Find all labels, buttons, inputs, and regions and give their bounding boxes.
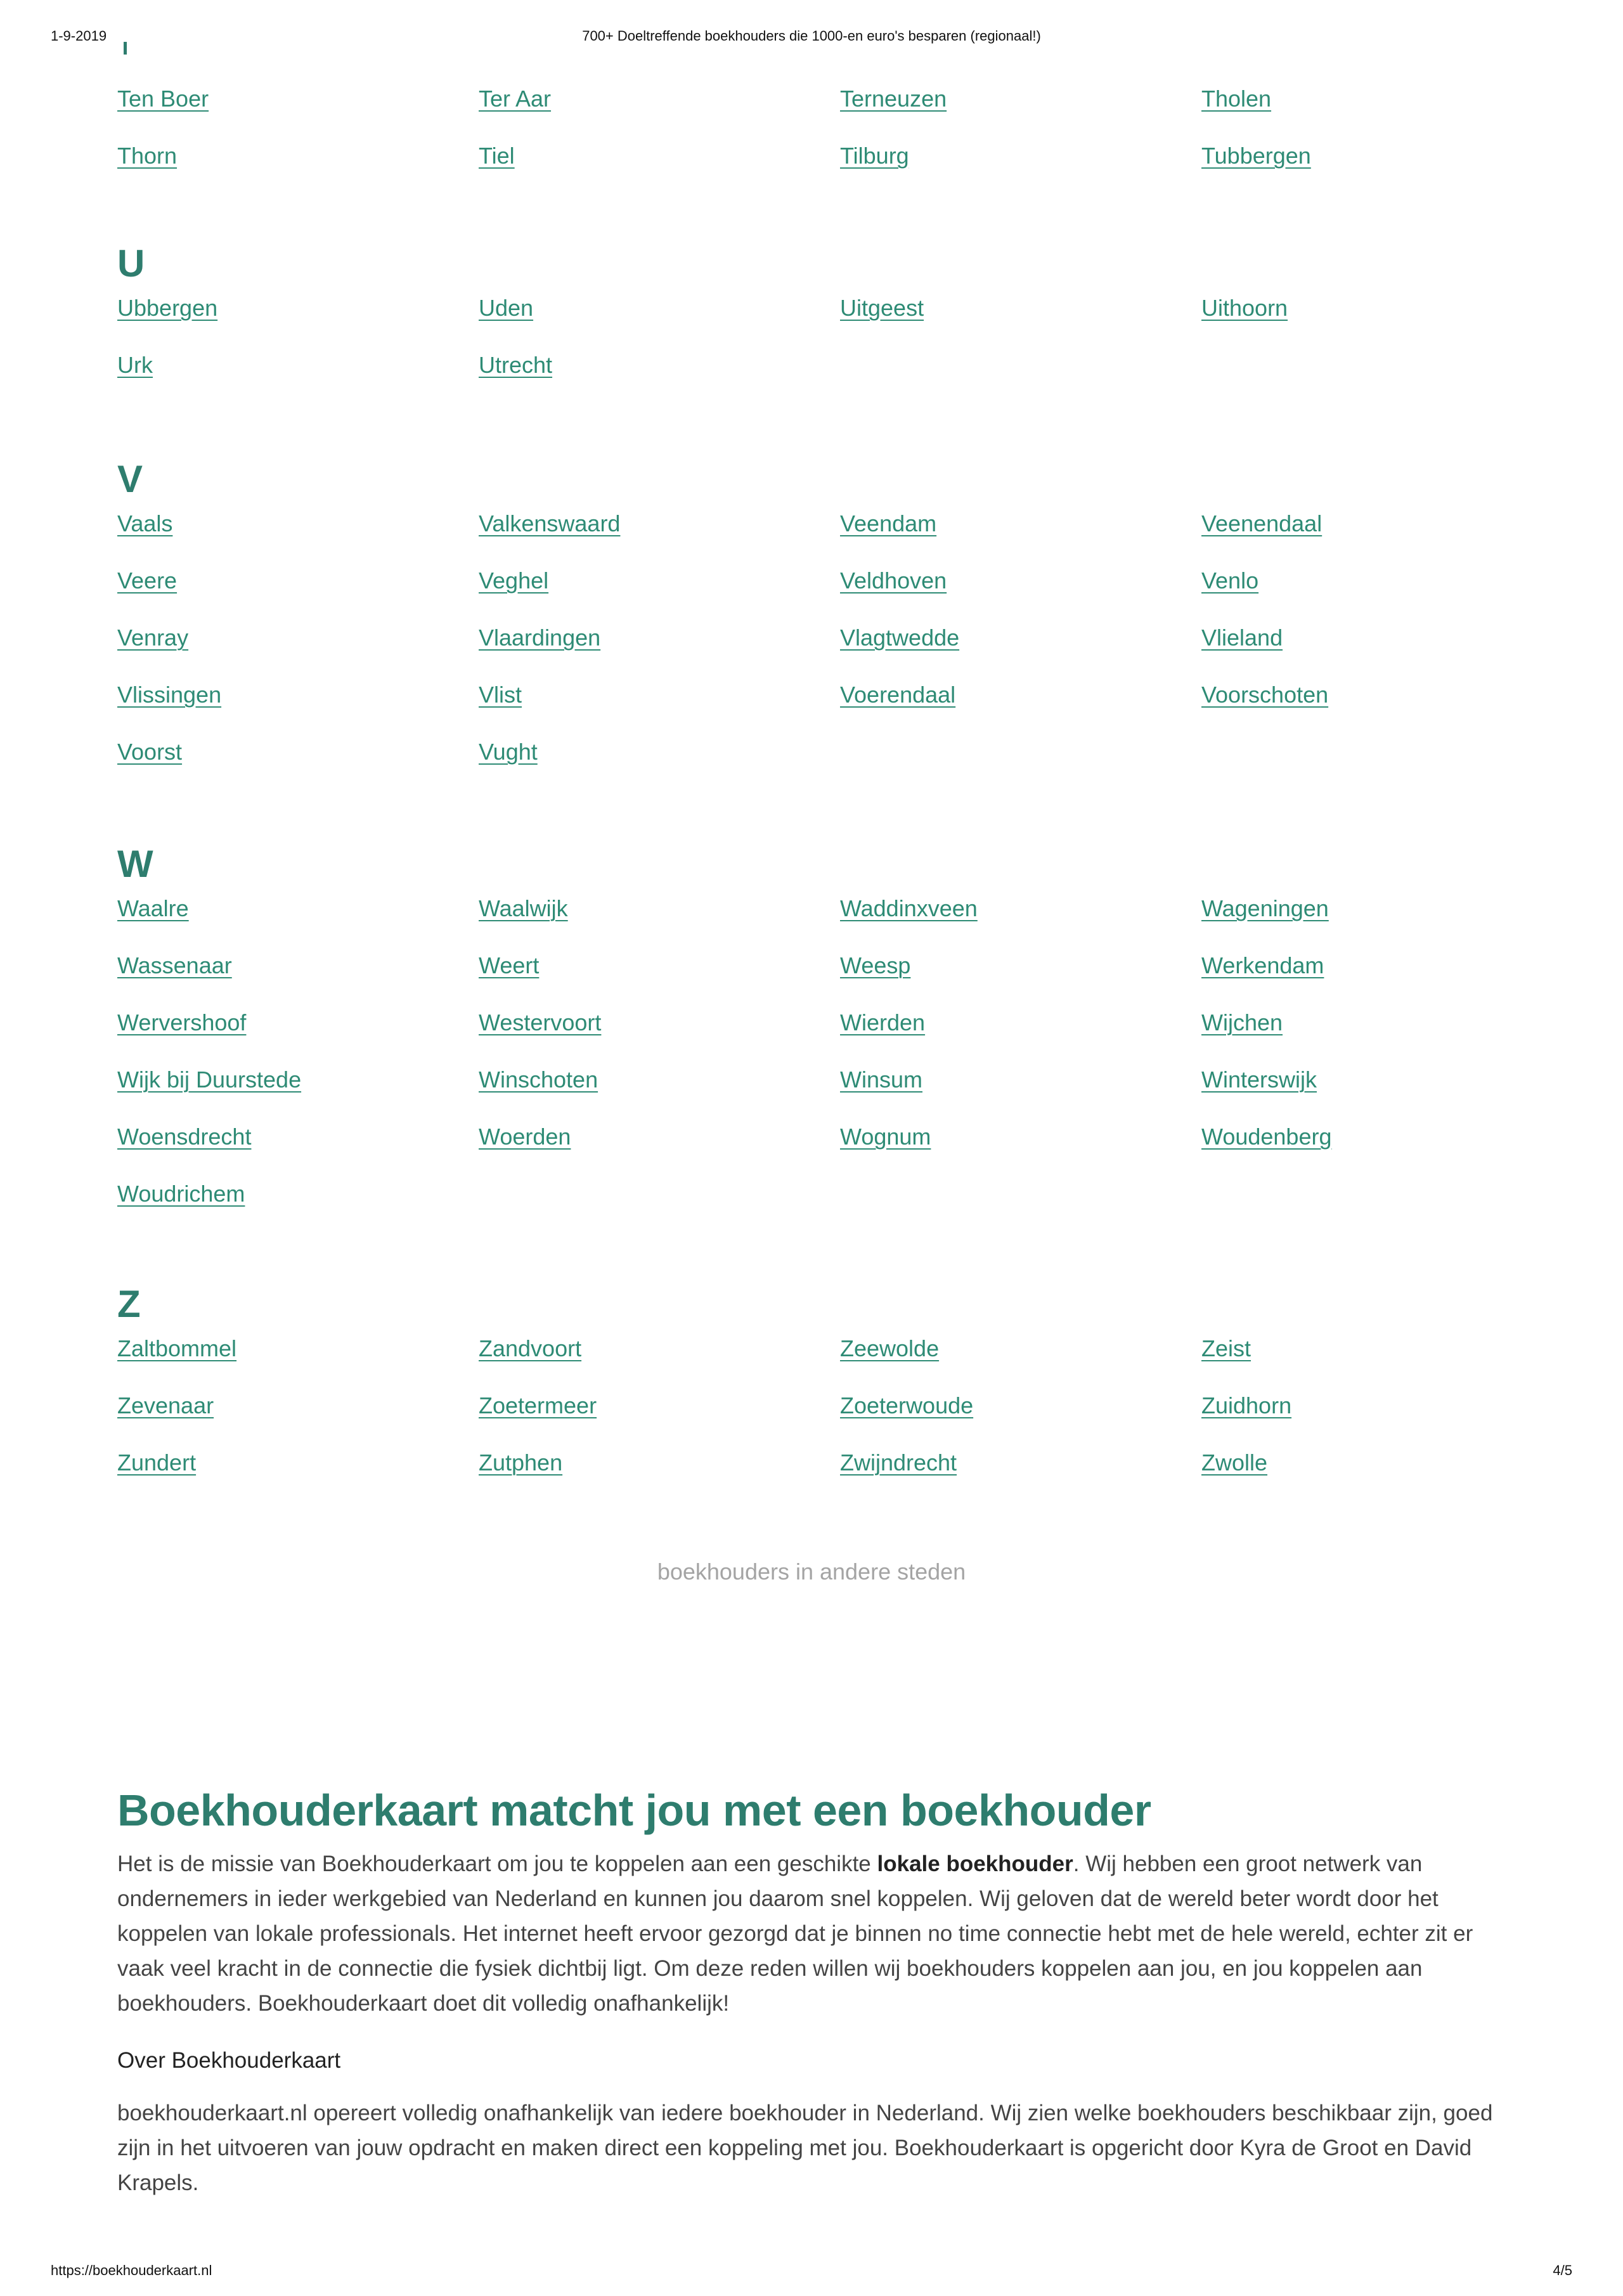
- city-link[interactable]: Zutphen: [479, 1450, 563, 1476]
- city-link[interactable]: Zoeterwoude: [840, 1392, 974, 1418]
- city-link[interactable]: Tiel: [479, 143, 515, 169]
- about-intro-text: Het is de missie van Boekhouderkaart om jou te koppelen aan een geschikte: [117, 1852, 877, 1876]
- city-link[interactable]: Wierden: [840, 1009, 926, 1035]
- city-link[interactable]: Veendam: [840, 510, 937, 536]
- city-link[interactable]: Venlo: [1201, 568, 1259, 593]
- about-heading: Boekhouderkaart matcht jou met een boekhouder: [117, 1786, 1151, 1835]
- city-link[interactable]: Tubbergen: [1201, 143, 1311, 169]
- letter-section-v: [117, 454, 1512, 790]
- city-link[interactable]: Thorn: [117, 143, 178, 169]
- letter-heading-t-cut: [124, 42, 127, 55]
- city-link[interactable]: Wervershoof: [117, 1009, 247, 1035]
- letter-section-w: [117, 839, 1512, 1232]
- city-link[interactable]: Utrecht: [479, 352, 553, 378]
- city-link[interactable]: Zeewolde: [840, 1335, 940, 1361]
- city-link[interactable]: Zandvoort: [479, 1335, 582, 1361]
- city-link[interactable]: Veenendaal: [1201, 510, 1322, 536]
- city-link[interactable]: Zundert: [117, 1450, 197, 1476]
- letter-section-z: [117, 1279, 1512, 1501]
- city-link[interactable]: Valkenswaard: [479, 510, 621, 536]
- city-link[interactable]: Zaltbommel: [117, 1335, 237, 1361]
- city-link[interactable]: Werkendam: [1201, 952, 1324, 978]
- city-link[interactable]: Vlieland: [1201, 625, 1283, 651]
- print-date: 1-9-2019: [51, 28, 107, 44]
- city-link[interactable]: Winsum: [840, 1067, 923, 1093]
- city-grid: [117, 505, 1512, 790]
- city-link[interactable]: Zevenaar: [117, 1392, 214, 1418]
- city-link[interactable]: Vught: [479, 739, 538, 765]
- city-link[interactable]: Uden: [479, 295, 534, 321]
- city-grid: [117, 1330, 1512, 1501]
- city-link[interactable]: Voorst: [117, 739, 183, 765]
- city-link[interactable]: Terneuzen: [840, 86, 947, 112]
- city-link[interactable]: Wassenaar: [117, 952, 232, 978]
- city-link[interactable]: Vlist: [479, 682, 522, 708]
- city-link[interactable]: Zuidhorn: [1201, 1392, 1292, 1418]
- city-link[interactable]: Venray: [117, 625, 189, 651]
- city-link[interactable]: Vlaardingen: [479, 625, 601, 651]
- city-link[interactable]: Ubbergen: [117, 295, 218, 321]
- city-link[interactable]: Tholen: [1201, 86, 1272, 112]
- letter-heading: W: [117, 843, 153, 885]
- city-link[interactable]: Zwijndrecht: [840, 1450, 957, 1476]
- city-link[interactable]: Veere: [117, 568, 178, 593]
- city-link[interactable]: Woerden: [479, 1124, 571, 1150]
- city-link[interactable]: Winterswijk: [1201, 1067, 1317, 1093]
- city-link[interactable]: Uithoorn: [1201, 295, 1288, 321]
- city-link[interactable]: Winschoten: [479, 1067, 598, 1093]
- print-page-title: 700+ Doeltreffende boekhouders die 1000-en euro's besparen (regionaal!): [582, 28, 1041, 44]
- city-link[interactable]: Vlagtwedde: [840, 625, 960, 651]
- letter-heading: Z: [117, 1283, 141, 1325]
- about-intro: [117, 1846, 1512, 2021]
- city-link[interactable]: Tilburg: [840, 143, 909, 169]
- print-page-number: 4/5: [1553, 2262, 1572, 2278]
- city-link[interactable]: Weert: [479, 952, 540, 978]
- city-link[interactable]: Woudenberg: [1201, 1124, 1332, 1150]
- about-section: [117, 1782, 1512, 2200]
- about-body: boekhouderkaart.nl opereert volledig onafhankelijk van iedere boekhouder in Nederland. Wij zien welke boekhouders beschikbaar zijn, goed zijn in het uitvoeren van jouw opdracht en maken direct een koppeling met jou. Boekhouderkaart is opgericht door Kyra de Groot en David Krapels.: [117, 2101, 1493, 2195]
- city-link[interactable]: Zeist: [1201, 1335, 1251, 1361]
- city-link[interactable]: Wageningen: [1201, 895, 1329, 921]
- city-link[interactable]: Wijchen: [1201, 1009, 1283, 1035]
- city-link[interactable]: Urk: [117, 352, 153, 378]
- city-link[interactable]: Waddinxveen: [840, 895, 978, 921]
- city-link[interactable]: Veghel: [479, 568, 549, 593]
- about-subheading: Over Boekhouderkaart: [117, 2048, 341, 2073]
- city-link[interactable]: Waalwijk: [479, 895, 568, 921]
- letter-section-u: [117, 238, 1512, 403]
- city-link[interactable]: Waalre: [117, 895, 189, 921]
- city-link[interactable]: Ter Aar: [479, 86, 552, 112]
- city-link[interactable]: Westervoort: [479, 1009, 602, 1035]
- city-grid: [117, 80, 1512, 194]
- city-link[interactable]: Zwolle: [1201, 1450, 1268, 1476]
- letter-section-t: [117, 80, 1512, 194]
- city-link[interactable]: Uitgeest: [840, 295, 924, 321]
- city-link[interactable]: Woudrichem: [117, 1181, 245, 1207]
- city-link[interactable]: Wijk bij Duurstede: [117, 1067, 302, 1093]
- print-header: [51, 28, 1572, 47]
- city-link[interactable]: Vlissingen: [117, 682, 222, 708]
- print-url: https://boekhouderkaart.nl: [51, 2262, 212, 2278]
- about-intro-bold: lokale boekhouder: [877, 1852, 1073, 1876]
- letter-heading: V: [117, 458, 143, 500]
- letter-heading: U: [117, 242, 145, 285]
- city-link[interactable]: Weesp: [840, 952, 911, 978]
- city-link[interactable]: Voerendaal: [840, 682, 956, 708]
- city-grid: [117, 890, 1512, 1232]
- other-cities-link[interactable]: boekhouders in andere steden: [657, 1559, 966, 1585]
- city-link[interactable]: Zoetermeer: [479, 1392, 597, 1418]
- city-link[interactable]: Woensdrecht: [117, 1124, 252, 1150]
- about-intro-text-rest: . Wij hebben een groot netwerk van ondernemers in ieder werkgebied van Nederland en kunnen jou daarom snel koppelen. Wij geloven dat de wereld beter wordt door het koppelen van lokale professionals. Het internet heeft ervoor gezorgd dat je binnen no time connectie hebt met de hele wereld, echter zit er vaak veel kracht in de connectie die fysiek dichtbij ligt. Om deze reden willen wij boekhouders koppelen aan jou, en jou koppelen aan boekhouders. Boekhouderkaart doet dit volledig onafhankelijk!: [117, 1852, 1473, 2016]
- city-link[interactable]: Wognum: [840, 1124, 931, 1150]
- city-link[interactable]: Ten Boer: [117, 86, 209, 112]
- city-link[interactable]: Veldhoven: [840, 568, 947, 593]
- city-link[interactable]: Voorschoten: [1201, 682, 1329, 708]
- city-link[interactable]: Vaals: [117, 510, 173, 536]
- print-footer: [51, 2262, 1572, 2281]
- city-grid: [117, 289, 1512, 403]
